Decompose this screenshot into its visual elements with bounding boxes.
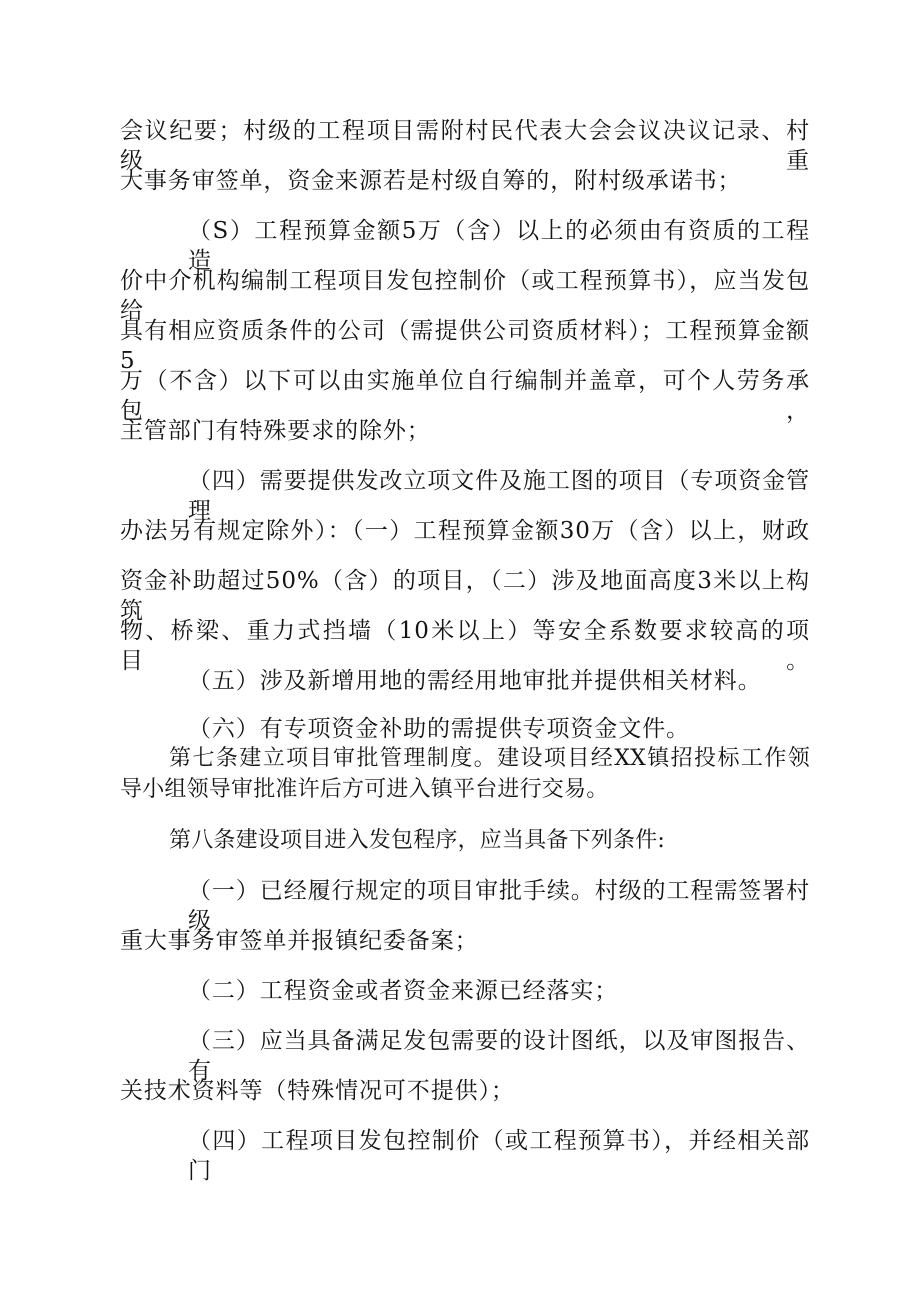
text-line: 重大事务审签单并报镇纪委备案； <box>120 928 479 954</box>
text-line: 资金补助超过50%（含）的项目，（二）涉及地面高度3米以上构筑 <box>120 568 810 624</box>
text-line: （六）有专项资金补助的需提供专项资金文件。 <box>188 716 690 742</box>
text-line: 万（不含）以下可以由实施单位自行编制并盖章，可个人劳务承包， <box>120 368 810 424</box>
text-line: 价中介机构编制工程项目发包控制价（或工程预算书），应当发包给 <box>120 268 810 324</box>
text-line: （三）应当具备满足发包需要的设计图纸，以及审图报告、有 <box>188 1028 810 1084</box>
text-line: 关技术资料等（特殊情况可不提供）； <box>120 1078 515 1104</box>
text-line: 大事务审签单，资金来源若是村级自筹的，附村级承诺书； <box>120 168 742 194</box>
text-line: （S）工程预算金额5万（含）以上的必须由有资质的工程造 <box>188 218 810 274</box>
text-line: （一）已经履行规定的项目审批手续。村级的工程需签署村级 <box>188 878 810 934</box>
text-line: （四）需要提供发改立项文件及施工图的项目（专项资金管理 <box>188 468 810 524</box>
text-line: 第七条建立项目审批管理制度。建设项目经XX镇招投标工作领 <box>169 746 810 771</box>
text-line: 会议纪要；村级的工程项目需附村民代表大会会议决议记录、村级重 <box>120 118 810 174</box>
text-line: 办法另有规定除外）：（一）工程预算金额30万（含）以上，财政 <box>120 518 810 544</box>
text-line: 主管部门有特殊要求的除外； <box>120 418 431 444</box>
text-line: （四）工程项目发包控制价（或工程预算书），并经相关部门 <box>188 1128 810 1184</box>
text-line: 第八条建设项目进入发包程序，应当具备下列条件: <box>169 828 666 853</box>
text-line: 物、桥梁、重力式挡墙（10米以上）等安全系数要求较高的项目。 <box>120 618 810 674</box>
text-line: 具有相应资质条件的公司（需提供公司资质材料）；工程预算金额5 <box>120 318 810 374</box>
text-line: （五）涉及新增用地的需经用地审批并提供相关材料。 <box>188 668 762 694</box>
text-line: （二）工程资金或者资金来源已经落实； <box>188 978 619 1004</box>
text-line: 导小组领导审批准许后方可进入镇平台进行交易。 <box>120 777 609 802</box>
